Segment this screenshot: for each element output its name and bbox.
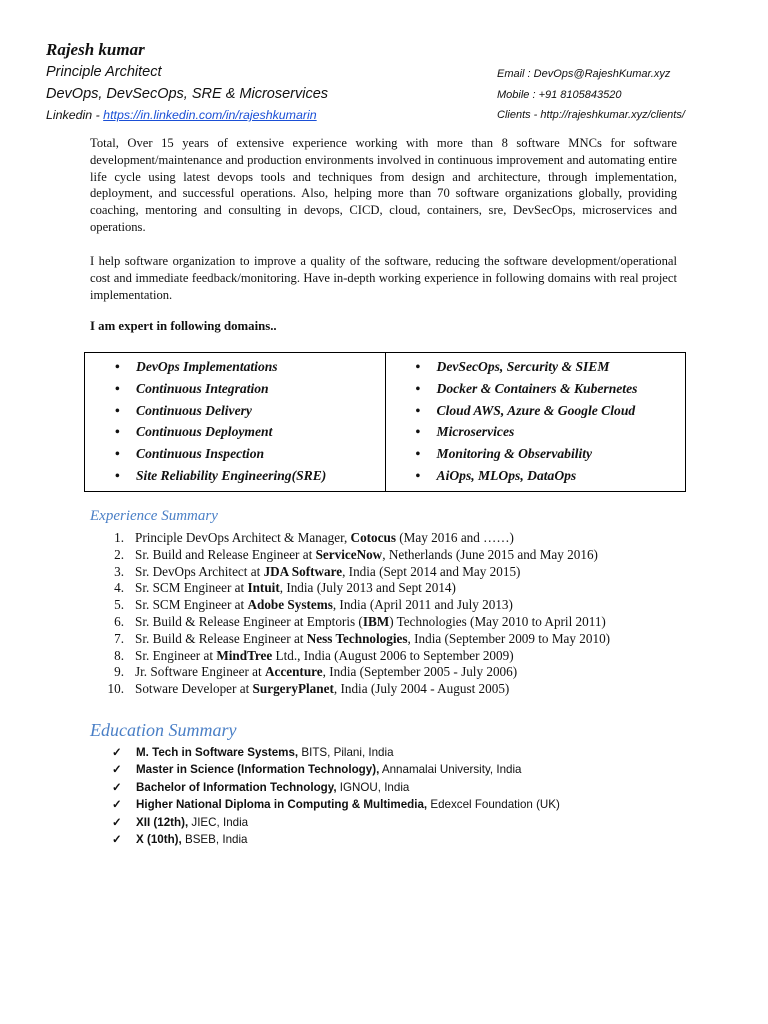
checkmark-icon: ✓ [112, 815, 122, 829]
checkmark-icon: ✓ [112, 763, 122, 777]
linkedin-line [46, 108, 317, 122]
domain-item: • Continuous Integration [85, 378, 385, 400]
checkmark-icon: ✓ [112, 832, 122, 846]
domain-item: • DevSecOps, Sercurity & SIEM [386, 356, 686, 378]
checkmark-icon: ✓ [112, 746, 122, 759]
expert-heading: I am expert in following domains.. [90, 319, 277, 333]
checkmark-icon: ✓ [112, 798, 122, 812]
candidate-name: Rajesh kumar [46, 40, 145, 59]
bullet-icon: • [115, 467, 120, 483]
domains-left-column [85, 353, 386, 492]
job-subtitle: DevOps, DevSecOps, SRE & Microservices [46, 86, 329, 102]
bullet-icon: • [415, 446, 421, 462]
domain-item: • DevOps Implementations [85, 356, 385, 378]
domain-item: • Site Reliability Engineering(SRE) [85, 465, 385, 487]
domain-item: • Continuous Delivery [85, 400, 385, 422]
bullet-icon: • [415, 467, 421, 483]
domain-item: • Continuous Inspection [85, 443, 385, 465]
domains-table [84, 352, 686, 492]
domain-item: • Docker & Containers & Kubernetes [386, 378, 686, 400]
bullet-icon: • [415, 380, 421, 396]
summary-text-2: I help software organization to improve a quality of the software, reducing the software development/operational cost and immediate feedback/monitoring. Have in-depth working experience in following domains with real project implementation. [90, 254, 677, 302]
email-text: Email : DevOps@RajeshKumar.xyz [497, 68, 671, 80]
experience-heading: Experience Summary [90, 508, 218, 524]
domain-item: • Cloud AWS, Azure & Google Cloud [386, 400, 686, 422]
bullet-icon: • [415, 402, 421, 418]
bullet-icon: • [415, 424, 421, 440]
bullet-icon: • [115, 402, 120, 418]
clients-text: Clients - http://rajeshkumar.xyz/clients/ [497, 109, 685, 121]
bullet-icon: • [115, 446, 120, 462]
summary-text-1: Total, Over 15 years of extensive experience working with more than 8 software MNCs for software development/maintenance and production environments involved in continuous improvement and automating entire life cycle using latest devops tools and techniques from design and architecture, through implementation, deployment, and successful operations. Also, helping more than 70 software organizations globally, providing coaching, mentoring and consulting in devops, CICD, cloud, containers, sre, DevSecOps, microservices and operations. [90, 136, 677, 234]
checkmark-icon: ✓ [112, 780, 122, 794]
job-title: Principle Architect [46, 64, 162, 80]
summary-paragraph-1 [90, 135, 677, 236]
mobile-text: Mobile : +91 8105843520 [497, 89, 622, 101]
bullet-icon: • [115, 359, 120, 374]
bullet-icon: • [115, 380, 120, 396]
domain-item: • Monitoring & Observability [386, 443, 686, 465]
linkedin-label: Linkedin - [46, 108, 104, 122]
summary-paragraph-2 [90, 253, 677, 303]
domains-right-column [385, 353, 686, 492]
bullet-icon: • [415, 359, 421, 374]
domain-item: • AiOps, MLOps, DataOps [386, 465, 686, 487]
domain-item: • Microservices [386, 421, 686, 443]
linkedin-link[interactable]: https://in.linkedin.com/in/rajeshkumarin [103, 108, 317, 122]
education-heading: Education Summary [90, 720, 237, 740]
domain-item: • Continuous Deployment [85, 421, 385, 443]
bullet-icon: • [115, 424, 120, 440]
